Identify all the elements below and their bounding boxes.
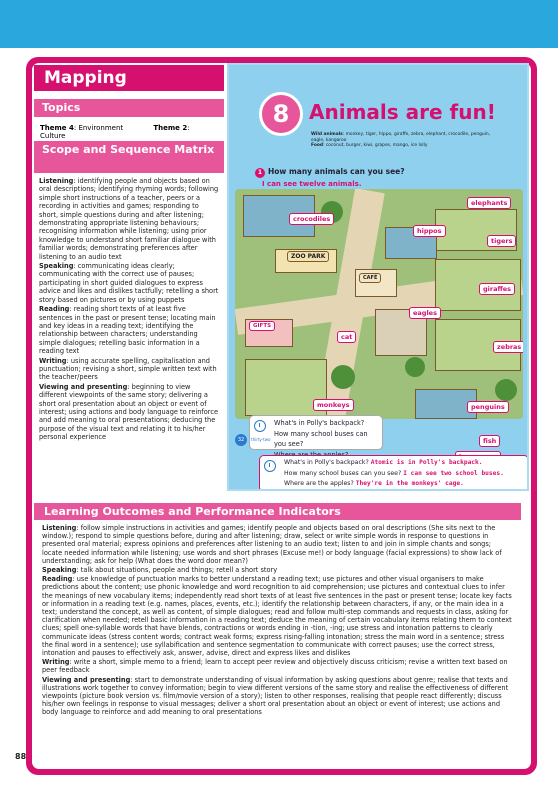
exercise-1-answer: I can see twelve animals. bbox=[262, 180, 362, 188]
tree bbox=[495, 379, 517, 401]
label-eagles: eagles bbox=[409, 307, 441, 319]
label-fish: fish bbox=[479, 435, 500, 447]
topic-theme-4: Theme 4: Environment bbox=[40, 124, 124, 132]
scope-heading: Scope and Sequence Matrix bbox=[34, 141, 224, 173]
vocabulary-box: Wild animals: monkey, tiger, hippo, giraffe, zebra, elephant, crocodile, penguin, eagle, kangaroo Food: coconut, burger, kiwi, grapes, mango, ice lolly bbox=[311, 132, 491, 148]
label-cat: cat bbox=[337, 331, 356, 343]
page-number: 88 bbox=[15, 752, 27, 761]
matrix-listening: Listening: identifying people and objects based on oral descriptions; identifying rhyming words; following simple short instructions of a teacher, peers or a recording in activities and games; responding to short, simple questions during and after listening; demonstrating appropriate listening behaviours; recognising information while listening; using prior knowledge to understand short familiar dialogue with familiar words; demonstrating preferences after listening to an audio text bbox=[39, 177, 219, 261]
outcomes-text bbox=[34, 522, 521, 720]
label-zoo-park: ZOO PARK bbox=[287, 251, 329, 262]
label-hippos: hippos bbox=[413, 225, 446, 237]
outcomes-heading: Learning Outcomes and Performance Indicators bbox=[34, 503, 521, 520]
topics-row bbox=[34, 120, 224, 140]
question-1: What's in Polly's backpack? bbox=[274, 419, 365, 427]
matrix-writing: Writing: using accurate spelling, capitalisation and punctuation; revising a short, simple written text with the teacher/peers bbox=[39, 356, 217, 382]
mapping-column bbox=[34, 65, 224, 489]
matrix-viewing: Viewing and presenting: beginning to view different viewpoints of the same story; delivering a short oral presentation about an object or event of interest; using actions and body language to reinforce and add meaning to oral presentations; deducing the purpose of the visual text and relating it to his/her personal experience bbox=[39, 382, 218, 442]
page-ref-number: 32 bbox=[235, 434, 247, 446]
label-crocodiles: crocodiles bbox=[289, 213, 334, 225]
label-cafe: CAFÉ bbox=[359, 273, 381, 283]
matrix-reading: Reading: reading short texts of at least five sentences in the past or present tense; locating main and key ideas in a reading text; identifying the relationship between characters; understanding simple dialogues; retelling basic information in a reading text bbox=[39, 305, 216, 356]
unit-number-badge: 8 bbox=[259, 92, 303, 136]
exercise-number: 1 bbox=[255, 168, 265, 178]
mapping-title: Mapping bbox=[34, 65, 224, 91]
topic-theme-2: Theme 2: Culture bbox=[40, 124, 190, 140]
label-monkeys: monkeys bbox=[313, 399, 354, 411]
outcome-speaking: Speaking: talk about situations, people and things; retell a short story bbox=[42, 566, 278, 575]
tree bbox=[405, 357, 425, 377]
label-tigers: tigers bbox=[487, 235, 516, 247]
exercise-1-question: 1 How many animals can you see? bbox=[255, 167, 405, 178]
topics-heading: Topics bbox=[34, 99, 224, 117]
outcome-writing: Writing: write a short, simple memo to a friend; learn to accept peer review and objectively discuss criticism; revise a written text based on peer feedback bbox=[42, 658, 508, 675]
label-zebras: zebras bbox=[493, 341, 523, 353]
label-penguins: penguins bbox=[467, 401, 509, 413]
question-2: How many school buses can you see? bbox=[274, 429, 368, 448]
label-elephants: elephants bbox=[467, 197, 511, 209]
scope-matrix-text bbox=[34, 175, 224, 445]
stopwatch-icon bbox=[254, 420, 266, 432]
answers-box bbox=[259, 455, 529, 491]
zoo-illustration bbox=[235, 189, 523, 419]
questions-box bbox=[249, 415, 383, 450]
outcome-reading: Reading: use knowledge of punctuation marks to better understand a reading text; use pictures and other visual organisers to make predictions about the content; use phonic knowledge and word recognition to aid comprehension; use pictures and contextual clues to infer the meanings of new vocabulary items; independently read short texts of at least five sentences in the past or present tense; locate key facts or information in a reading text (e.g. names, places, events, etc.); identify the relationship between characters, if any, or the main idea in a text; understand the concept, as well as content, of simple dialogues; read and follow multi-step commands and requests in class, asking for clarification when needed; retell basic information in a reading text; deduce the meaning of certain vocabulary items relating them to context clues; spell one-syllable words that have blends, contractions or words ending in -tion, -ing; use stress and intonation patterns to clearly communicate ideas (stress content words; contract weak forms; express rising-falling intonation; stress the main word in a sentence; stress the final word in a sentence); use syllabification and sentence segmentation to communicate with correct pauses; use the correct stress, intonation and pauses to effectively ask, answer, advise, direct and express likes and dislikes bbox=[42, 575, 512, 658]
answer-row-1: What's in Polly's backpack? Atomic is in Polly's backpack. bbox=[284, 459, 483, 466]
answer-row-2: How many school buses can you see? I can see two school buses. bbox=[284, 469, 504, 477]
outcome-listening: Listening: follow simple instructions in activities and games; identify people and objects based on oral descriptions (She sits next to the window.); respond to simple questions before, during and after listening; draw, select or write simple words in response to questions in presented oral material; express opinions and preferences after listening to an audio text; listen to and join in simple chants and songs; locate needed information while listening; use words and short phrases (Excuse me!) or body language (facial expressions) to show lack of understanding; ask for help (What does the word door mean?) bbox=[42, 524, 502, 565]
pupil-book-page bbox=[227, 63, 529, 491]
tree bbox=[331, 365, 355, 389]
page-ref-label: thirty-two bbox=[251, 437, 271, 442]
label-gifts: GIFTS bbox=[249, 321, 275, 331]
outcome-viewing: Viewing and presenting: start to demonstrate understanding of visual information by asking questions about genre; realise that texts and illustrations work together to convey information; begin to view different versions of the same story and realise the effectiveness of different viewpoints (picture book version vs. film/movie version of a story); listen to other responses, realising that people react differently; discuss his/her own feelings in response to visual messages; deliver a short oral presentation about an object or event of interest; use actions and body language to reinforce and add meaning to oral presentations bbox=[42, 675, 509, 717]
top-banner bbox=[0, 0, 558, 48]
answer-row-3: Where are the apples? They're in the monkeys' cage. bbox=[284, 480, 464, 487]
unit-title: Animals are fun! bbox=[309, 100, 496, 124]
matrix-speaking: Speaking: communicating ideas clearly; communicating with the correct use of pauses; participating in short guided dialogues to express advice and likes and dislikes tactfully; retelling a short story based on pictures or by using puppets bbox=[39, 262, 219, 304]
label-giraffes: giraffes bbox=[479, 283, 515, 295]
stopwatch-icon bbox=[264, 460, 276, 472]
